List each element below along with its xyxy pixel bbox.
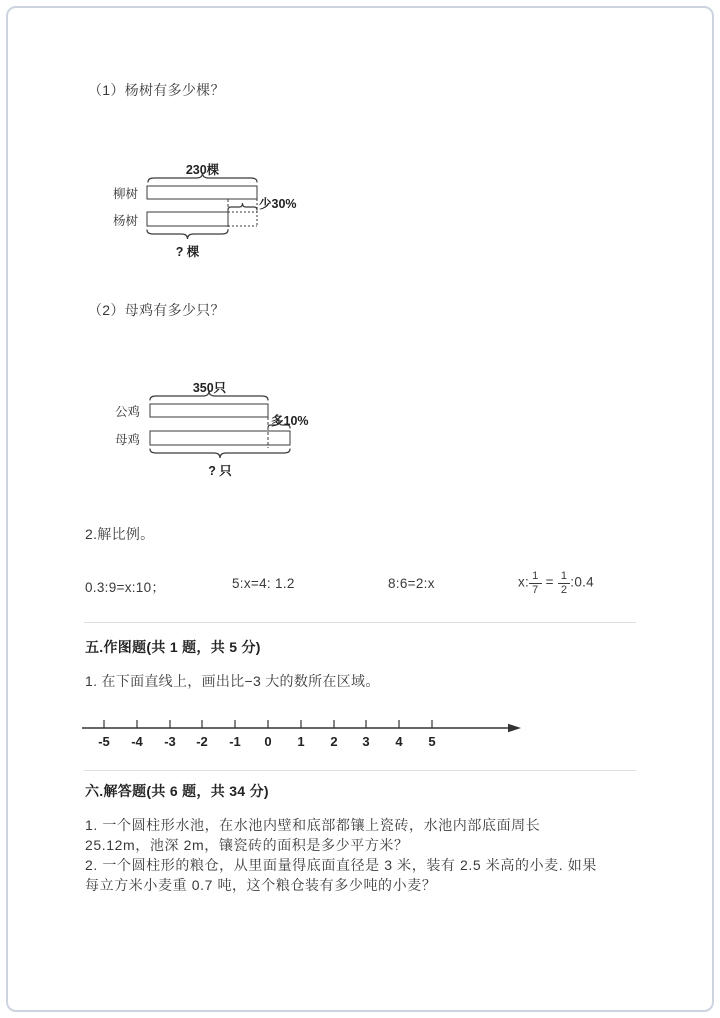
tick-label: 1 [297, 734, 305, 749]
chicken-row1-label: 公鸡 [115, 405, 141, 419]
fraction-denominator: 2 [558, 583, 570, 597]
tick-label: -2 [196, 734, 208, 749]
section-six-q2-line1: 2. 一个圆柱形的粮仓，从里面量得底面直径是 3 米，装有 2.5 米高的小麦. 如果 [85, 857, 597, 873]
proportion-3: 8:6=2:x [388, 576, 435, 591]
fraction-denominator: 7 [529, 583, 541, 597]
tick-label: 5 [428, 734, 436, 749]
tick-label: -5 [98, 734, 110, 749]
chicken-difference-label: 多10% [271, 414, 309, 428]
tick-label: 4 [395, 734, 403, 749]
tick-label: -4 [131, 734, 143, 749]
proportion-4-equals: = [545, 574, 554, 590]
solve-proportion-heading: 2.解比例。 [85, 526, 155, 542]
proportion-1: 0.3:9=x:10； [85, 580, 166, 595]
tree-row1-label: 柳树 [113, 187, 139, 201]
section-six-q1-line1: 1. 一个圆柱形水池，在水池内壁和底部都镶上瓷砖，水池内部底面周长 [85, 817, 541, 833]
section-six-q1-line2: 25.12m，池深 2m，镶瓷砖的面积是多少平方米？ [85, 837, 409, 853]
tree-question-label: ? 棵 [175, 245, 200, 259]
chicken-row2-label: 母鸡 [115, 433, 141, 447]
proportion-4 [518, 570, 594, 596]
chicken-total-label: 350只 [192, 381, 227, 395]
q1-prompt: （1）杨树有多少棵？ [88, 82, 225, 98]
section-five-heading: 五.作图题(共 1 题，共 5 分) [85, 639, 261, 655]
tick-label: -1 [229, 734, 241, 749]
tree-diagram [100, 160, 320, 265]
chicken-diagram [100, 378, 335, 483]
proportion-4-suffix: :0.4 [570, 574, 594, 590]
tree-difference-label: 少30% [259, 197, 297, 211]
section-divider [84, 770, 636, 771]
section-six-heading: 六.解答题(共 6 题，共 34 分) [85, 783, 269, 799]
proportion-4-prefix: x: [518, 574, 530, 590]
number-line [78, 708, 548, 763]
fraction-numerator: 1 [532, 570, 539, 582]
tick-label: 0 [264, 734, 272, 749]
section-divider [84, 622, 636, 623]
section-six-q2-line2: 每立方米小麦重 0.7 吨，这个粮仓装有多少吨的小麦？ [85, 877, 437, 893]
tick-label: 2 [330, 734, 338, 749]
tick-label: -3 [164, 734, 176, 749]
q2-prompt: （2）母鸡有多少只？ [88, 302, 225, 318]
tree-row2-label: 杨树 [113, 214, 139, 228]
fraction-one-seventh [529, 570, 541, 596]
proportion-2: 5:x=4: 1.2 [232, 576, 295, 591]
chicken-question-label: ? 只 [208, 464, 232, 478]
tree-total-label: 230棵 [185, 163, 220, 177]
fraction-numerator: 1 [560, 570, 568, 582]
tick-label: 3 [362, 734, 370, 749]
section-five-q1: 1. 在下面直线上，画出比−3 大的数所在区域。 [85, 673, 380, 689]
fraction-one-half [558, 570, 570, 596]
